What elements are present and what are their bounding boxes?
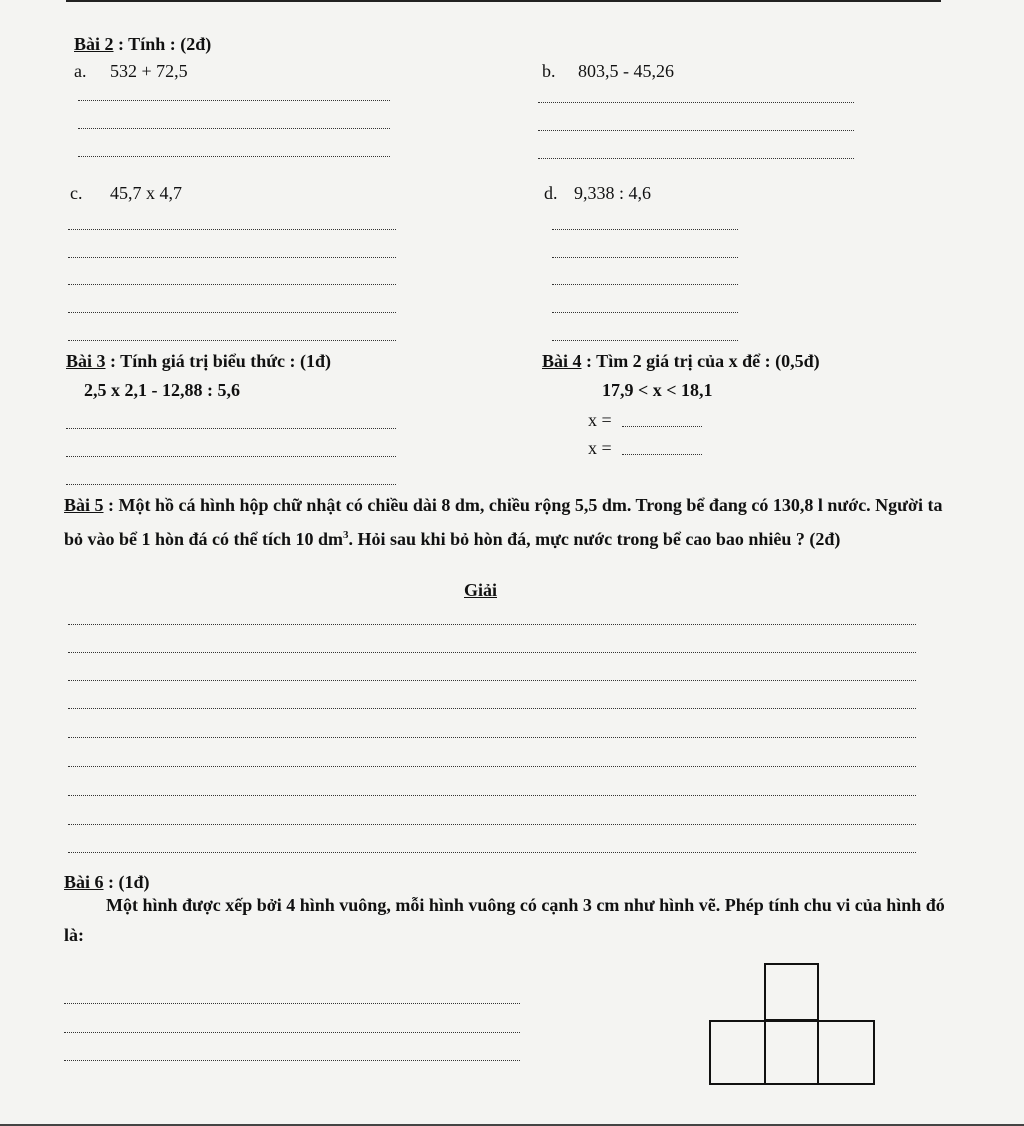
bai2-rest: : Tính : (2đ) [113,34,212,54]
bai2-b-label: b. [542,61,556,81]
bai4-inequality: 17,9 < x < 18,1 [602,380,713,400]
bai6-problem-text: Một hình được xếp bởi 4 hình vuông, mỗi hình vuông có cạnh 3 cm như hình vẽ. Phép tính chu vi của hình đó là: [64,895,945,945]
bai2-heading: Bài 2 [74,34,114,54]
bai5-text-part1: : Một hồ cá hình hộp chữ nhật có chiều dài 8 dm, chiều rộng 5,5 dm. Trong bể đang có 130,8 l nước. Người ta bỏ vào bể 1 hòn đá có thể tích 10 dm [64,495,943,549]
bai5-heading: Bài 5 [64,495,104,515]
square-bottom-middle [765,1021,818,1084]
bai5-giai-heading: Giải [464,580,498,600]
bai2-a-expr: 532 + 72,5 [110,61,188,81]
bai4-heading: Bài 4 [542,351,582,371]
bai2-d-expr: 9,338 : 4,6 [574,183,652,203]
bai2-a-label: a. [74,61,87,81]
bai2-c-label: c. [70,183,83,203]
bai2-b-expr: 803,5 - 45,26 [578,61,674,81]
bai5-text-part2: . Hỏi sau khi bỏ hòn đá, mực nước trong bể cao bao nhiêu ? (2đ) [348,529,841,549]
bai5-superscript: 3 [343,529,349,541]
bai3-heading: Bài 3 [66,351,106,371]
square-bottom-left [710,1021,765,1084]
square-top [765,964,818,1020]
bai4-x2-label: x = [588,438,612,458]
bai2-c-expr: 45,7 x 4,7 [110,183,182,203]
bai3-rest: : Tính giá trị biểu thức : (1đ) [105,351,331,371]
bai6-heading: Bài 6 [64,872,104,892]
bai2-d-label: d. [544,183,558,203]
bai4-rest: : Tìm 2 giá trị của x để : (0,5đ) [581,351,820,371]
bai4-x1-label: x = [588,410,612,430]
square-bottom-right [818,1021,874,1084]
bai6-rest: : (1đ) [103,872,150,892]
bai3-expression: 2,5 x 2,1 - 12,88 : 5,6 [84,380,240,400]
